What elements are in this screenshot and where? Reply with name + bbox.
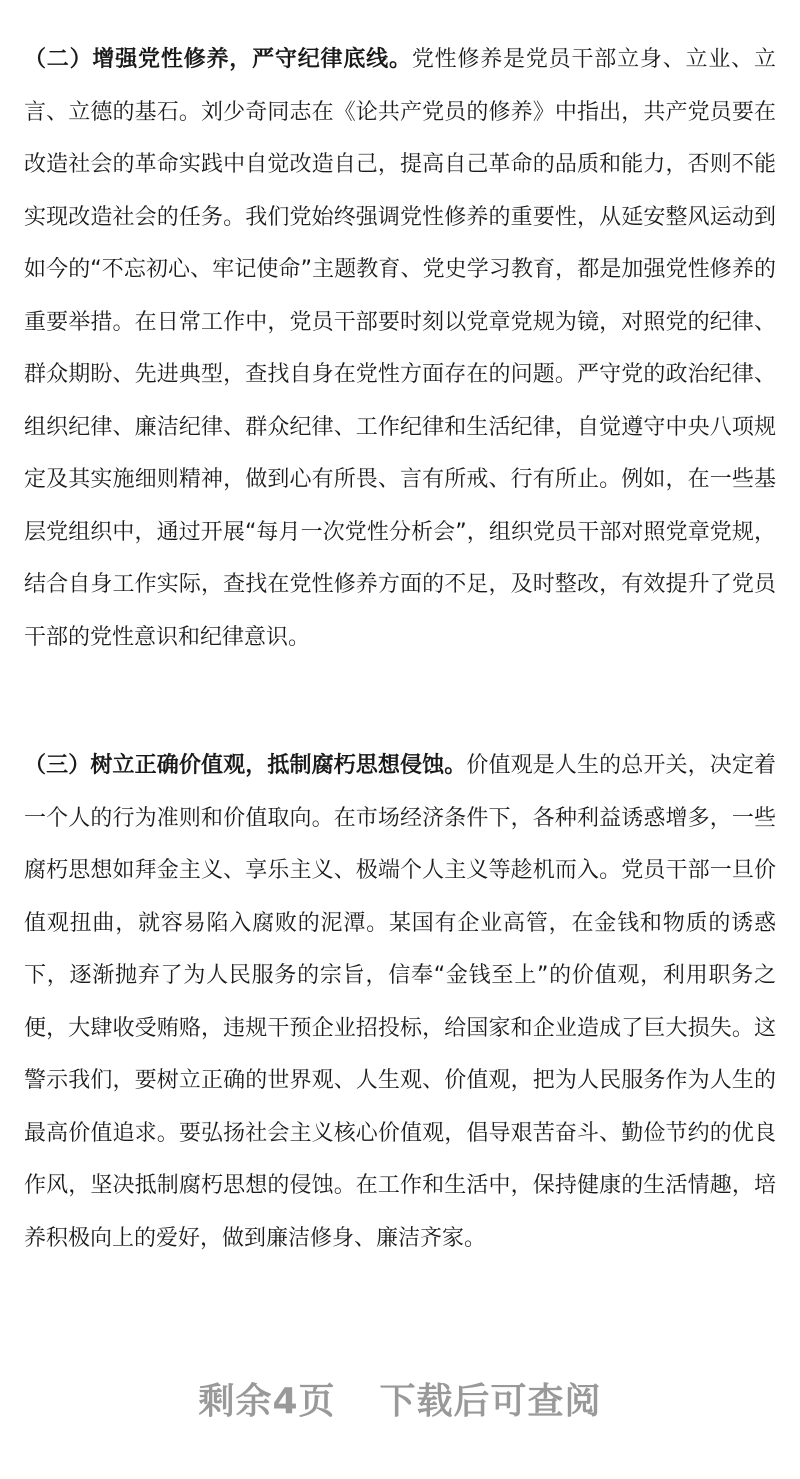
paragraph-heading: （三）树立正确价值观，抵制腐朽思想侵蚀。	[24, 753, 467, 778]
download-prompt[interactable]	[0, 1373, 800, 1424]
paragraph-party-spirit	[24, 34, 776, 664]
paragraph-body: 党性修养是党员干部立身、立业、立言、立德的基石。刘少奇同志在《论共产党员的修养》中指出，共产党员要在改造社会的革命实践中自觉改造自己，提高自己革命的品质和能力，否则不能实现改造社会的任务。我们党始终强调党性修养的重要性，从延安整风运动到如今的“不忘初心、牢记使命”主题教育、党史学习教育，都是加强党性修养的重要举措。在日常工作中，党员干部要时刻以党章党规为镜，对照党的纪律、群众期盼、先进典型，查找自身在党性方面存在的问题。严守党的政治纪律、组织纪律、廉洁纪律、群众纪律、工作纪律和生活纪律，自觉遵守中央八项规定及其实施细则精神，做到心有所畏、言有所戒、行有所止。例如，在一些基层党组织中，通过开展“每月一次党性分析会”，组织党员干部对照党章党规，结合自身工作实际，查找在党性修养方面的不足，及时整改，有效提升了党员干部的党性意识和纪律意识。	[24, 47, 776, 650]
paragraph-heading: （二）增强党性修养，严守纪律底线。	[24, 47, 412, 72]
paragraph-values	[24, 740, 776, 1265]
remaining-pages-label: 剩余4页	[198, 1381, 336, 1422]
paragraph-body: 价值观是人生的总开关，决定着一个人的行为准则和价值取向。在市场经济条件下，各种利益诱惑增多，一些腐朽思想如拜金主义、享乐主义、极端个人主义等趁机而入。党员干部一旦价值观扭曲，就容易陷入腐败的泥潭。某国有企业高管，在金钱和物质的诱惑下，逐渐抛弃了为人民服务的宗旨，信奉“金钱至上”的价值观，利用职务之便，大肆收受贿赂，违规干预企业招投标，给国家和企业造成了巨大损失。这警示我们，要树立正确的世界观、人生观、价值观，把为人民服务作为人生的最高价值追求。要弘扬社会主义核心价值观，倡导艰苦奋斗、勤俭节约的优良作风，坚决抵制腐朽思想的侵蚀。在工作和生活中，保持健康的生活情趣，培养积极向上的爱好，做到廉洁修身、廉洁齐家。	[24, 753, 776, 1251]
download-to-view-label[interactable]: 下载后可查阅	[379, 1381, 602, 1422]
